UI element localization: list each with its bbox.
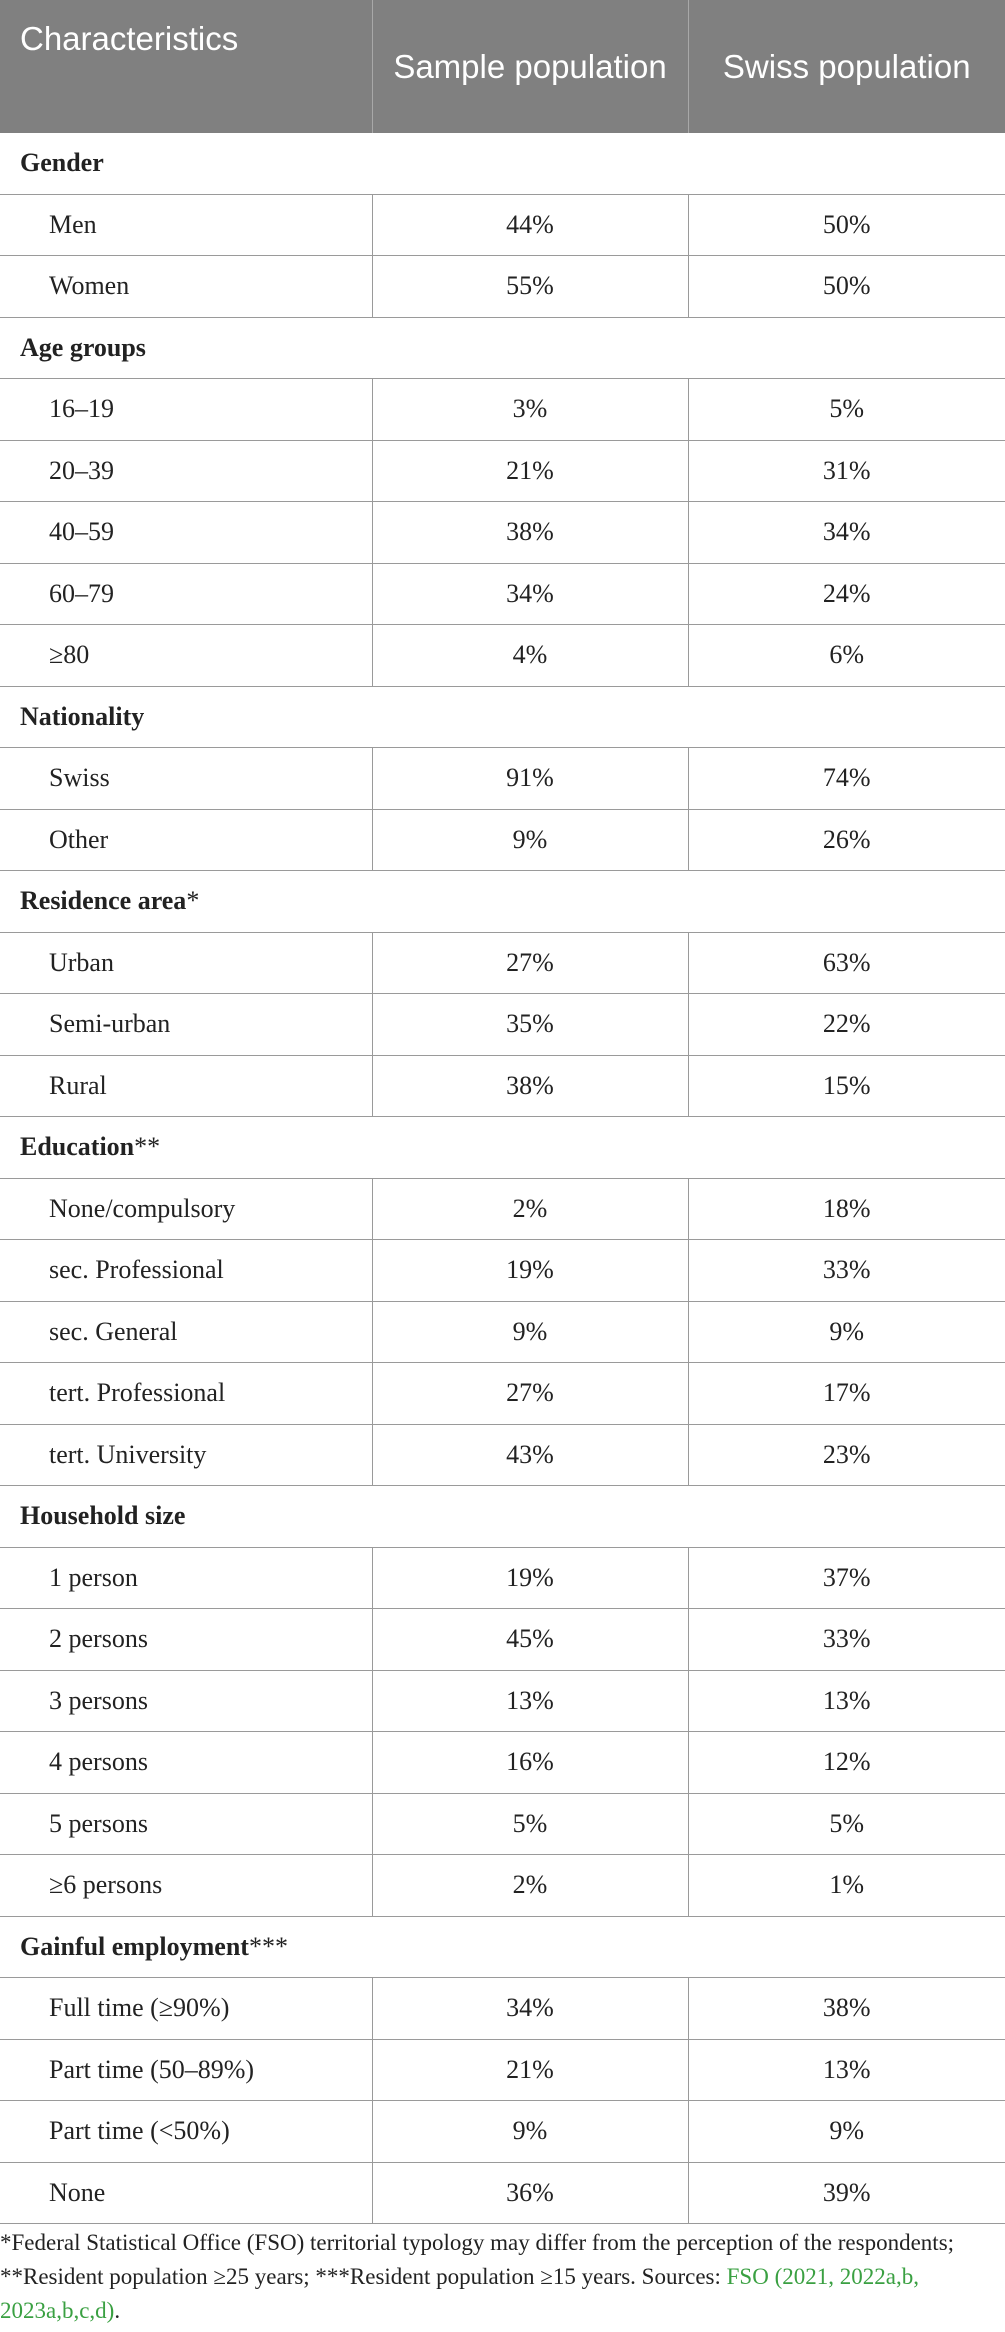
table-row bbox=[0, 1978, 1005, 2040]
table-row bbox=[0, 1547, 1005, 1609]
swiss-value: 50% bbox=[688, 256, 1005, 318]
table-row bbox=[0, 2162, 1005, 2224]
header-row bbox=[0, 0, 1005, 133]
group-title-footnote-mark: ** bbox=[134, 1132, 161, 1162]
sample-value: 38% bbox=[372, 502, 688, 564]
footnote-text: *Federal Statistical Office (FSO) territorial typology may differ from the perception of the respondents; **Resident population ≥25 years; ***Resident population ≥15 years. Sources: bbox=[0, 2230, 955, 2289]
group-title bbox=[0, 1486, 1005, 1548]
row-label: sec. Professional bbox=[0, 1240, 372, 1302]
sample-value: 27% bbox=[372, 932, 688, 994]
sample-value: 43% bbox=[372, 1424, 688, 1486]
sample-value: 2% bbox=[372, 1178, 688, 1240]
group-title-text: Residence area bbox=[20, 886, 187, 916]
footnote-end: . bbox=[114, 2298, 121, 2323]
row-label: Swiss bbox=[0, 748, 372, 810]
row-label: Semi-urban bbox=[0, 994, 372, 1056]
sample-value: 55% bbox=[372, 256, 688, 318]
row-label: ≥6 persons bbox=[0, 1855, 372, 1917]
swiss-value: 33% bbox=[688, 1609, 1005, 1671]
swiss-value: 13% bbox=[688, 2039, 1005, 2101]
sample-value: 27% bbox=[372, 1363, 688, 1425]
row-label: 20–39 bbox=[0, 440, 372, 502]
table-row bbox=[0, 1055, 1005, 1117]
row-label: Urban bbox=[0, 932, 372, 994]
swiss-value: 39% bbox=[688, 2162, 1005, 2224]
sample-value: 19% bbox=[372, 1547, 688, 1609]
table-row bbox=[0, 809, 1005, 871]
table-row bbox=[0, 440, 1005, 502]
row-label: None/compulsory bbox=[0, 1178, 372, 1240]
sample-value: 9% bbox=[372, 1301, 688, 1363]
group-title-text: Gender bbox=[20, 148, 104, 178]
header-swiss-population: Swiss population bbox=[688, 0, 1005, 133]
group-title bbox=[0, 1916, 1005, 1978]
swiss-value: 31% bbox=[688, 440, 1005, 502]
table-row bbox=[0, 1363, 1005, 1425]
group-title-footnote-mark: *** bbox=[248, 1931, 288, 1961]
swiss-value: 22% bbox=[688, 994, 1005, 1056]
swiss-value: 23% bbox=[688, 1424, 1005, 1486]
table-row bbox=[0, 1855, 1005, 1917]
swiss-value: 6% bbox=[688, 625, 1005, 687]
group-row bbox=[0, 1916, 1005, 1978]
group-row bbox=[0, 317, 1005, 379]
table-row bbox=[0, 748, 1005, 810]
row-label: 5 persons bbox=[0, 1793, 372, 1855]
sample-value: 21% bbox=[372, 440, 688, 502]
sample-value: 34% bbox=[372, 563, 688, 625]
table-row bbox=[0, 994, 1005, 1056]
table-row bbox=[0, 625, 1005, 687]
table-row bbox=[0, 1178, 1005, 1240]
header-sample-population: Sample population bbox=[372, 0, 688, 133]
swiss-value: 12% bbox=[688, 1732, 1005, 1794]
sample-value: 38% bbox=[372, 1055, 688, 1117]
swiss-value: 74% bbox=[688, 748, 1005, 810]
swiss-value: 5% bbox=[688, 1793, 1005, 1855]
sample-value: 36% bbox=[372, 2162, 688, 2224]
sample-value: 19% bbox=[372, 1240, 688, 1302]
group-title bbox=[0, 133, 1005, 194]
group-row bbox=[0, 1117, 1005, 1179]
group-title-text: Household size bbox=[20, 1501, 186, 1531]
row-label: Other bbox=[0, 809, 372, 871]
table-row bbox=[0, 256, 1005, 318]
row-label: Part time (<50%) bbox=[0, 2101, 372, 2163]
table-row bbox=[0, 1301, 1005, 1363]
group-title bbox=[0, 871, 1005, 933]
sample-value: 9% bbox=[372, 809, 688, 871]
row-label: 16–19 bbox=[0, 379, 372, 441]
group-title-text: Age groups bbox=[20, 332, 146, 362]
group-title bbox=[0, 317, 1005, 379]
row-label: Full time (≥90%) bbox=[0, 1978, 372, 2040]
swiss-value: 9% bbox=[688, 2101, 1005, 2163]
group-row bbox=[0, 133, 1005, 194]
swiss-value: 18% bbox=[688, 1178, 1005, 1240]
table-body bbox=[0, 133, 1005, 2224]
sample-value: 91% bbox=[372, 748, 688, 810]
table-footnote bbox=[0, 2222, 1005, 2328]
header-characteristics: Characteristics bbox=[0, 0, 372, 133]
sample-value: 44% bbox=[372, 194, 688, 256]
row-label: tert. Professional bbox=[0, 1363, 372, 1425]
row-label: 4 persons bbox=[0, 1732, 372, 1794]
row-label: 60–79 bbox=[0, 563, 372, 625]
table-row bbox=[0, 1424, 1005, 1486]
swiss-value: 34% bbox=[688, 502, 1005, 564]
group-title bbox=[0, 1117, 1005, 1179]
swiss-value: 63% bbox=[688, 932, 1005, 994]
swiss-value: 24% bbox=[688, 563, 1005, 625]
sample-value: 2% bbox=[372, 1855, 688, 1917]
group-title-text: Education bbox=[20, 1132, 135, 1162]
table-row bbox=[0, 2101, 1005, 2163]
swiss-value: 15% bbox=[688, 1055, 1005, 1117]
swiss-value: 13% bbox=[688, 1670, 1005, 1732]
row-label: ≥80 bbox=[0, 625, 372, 687]
sample-value: 21% bbox=[372, 2039, 688, 2101]
row-label: Part time (50–89%) bbox=[0, 2039, 372, 2101]
sample-value: 3% bbox=[372, 379, 688, 441]
row-label: 40–59 bbox=[0, 502, 372, 564]
sample-value: 16% bbox=[372, 1732, 688, 1794]
group-row bbox=[0, 1486, 1005, 1548]
group-title bbox=[0, 686, 1005, 748]
group-title-footnote-mark: * bbox=[186, 886, 200, 916]
sample-value: 13% bbox=[372, 1670, 688, 1732]
row-label: 3 persons bbox=[0, 1670, 372, 1732]
group-row bbox=[0, 686, 1005, 748]
swiss-value: 26% bbox=[688, 809, 1005, 871]
row-label: 1 person bbox=[0, 1547, 372, 1609]
sample-value: 9% bbox=[372, 2101, 688, 2163]
swiss-value: 38% bbox=[688, 1978, 1005, 2040]
sample-value: 35% bbox=[372, 994, 688, 1056]
row-label: Women bbox=[0, 256, 372, 318]
group-title-text: Gainful employment bbox=[20, 1931, 249, 1961]
table-row bbox=[0, 1670, 1005, 1732]
row-label: 2 persons bbox=[0, 1609, 372, 1671]
swiss-value: 9% bbox=[688, 1301, 1005, 1363]
table-row bbox=[0, 1609, 1005, 1671]
swiss-value: 5% bbox=[688, 379, 1005, 441]
table-row bbox=[0, 1732, 1005, 1794]
row-label: None bbox=[0, 2162, 372, 2224]
table-row bbox=[0, 563, 1005, 625]
table-row bbox=[0, 379, 1005, 441]
table-row bbox=[0, 1793, 1005, 1855]
swiss-value: 33% bbox=[688, 1240, 1005, 1302]
sources-link[interactable]: FSO (2021, 2022a,b, 2023a,b,c,d) bbox=[0, 2264, 919, 2323]
row-label: Men bbox=[0, 194, 372, 256]
row-label: tert. University bbox=[0, 1424, 372, 1486]
table-row bbox=[0, 502, 1005, 564]
sample-value: 45% bbox=[372, 1609, 688, 1671]
sample-value: 5% bbox=[372, 1793, 688, 1855]
row-label: sec. General bbox=[0, 1301, 372, 1363]
table-row bbox=[0, 932, 1005, 994]
group-row bbox=[0, 871, 1005, 933]
swiss-value: 50% bbox=[688, 194, 1005, 256]
swiss-value: 17% bbox=[688, 1363, 1005, 1425]
table-header bbox=[0, 0, 1005, 133]
swiss-value: 1% bbox=[688, 1855, 1005, 1917]
sample-value: 34% bbox=[372, 1978, 688, 2040]
row-label: Rural bbox=[0, 1055, 372, 1117]
table-row bbox=[0, 1240, 1005, 1302]
swiss-value: 37% bbox=[688, 1547, 1005, 1609]
table-row bbox=[0, 2039, 1005, 2101]
group-title-text: Nationality bbox=[20, 701, 145, 731]
sample-value: 4% bbox=[372, 625, 688, 687]
table-row bbox=[0, 194, 1005, 256]
